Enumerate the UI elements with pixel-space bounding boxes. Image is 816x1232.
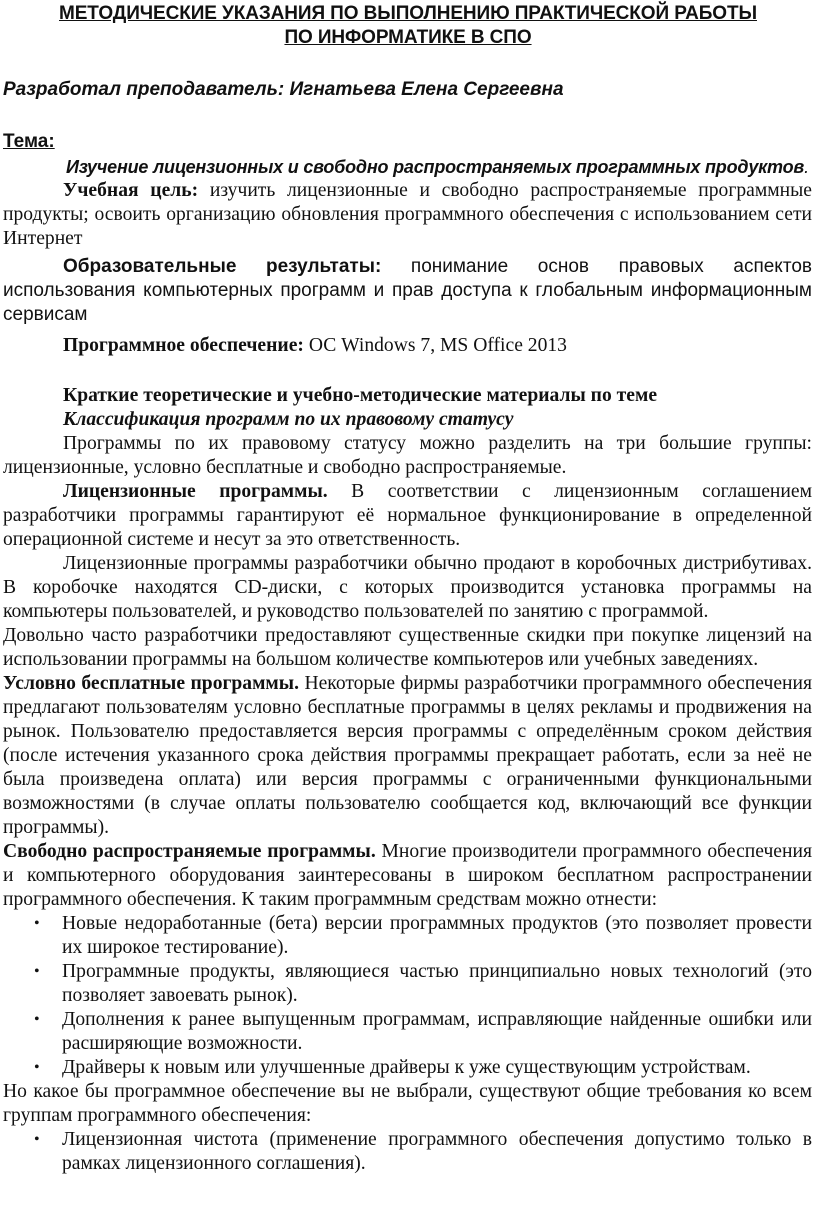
document-title <box>10 2 806 50</box>
bullet-icon: • <box>34 1131 40 1148</box>
list-item: • Драйверы к новым или улучшенные драйверы к уже существующим устройствам. <box>34 1057 751 1078</box>
shareware-label: Условно бесплатные программы. <box>3 673 299 694</box>
bullet-icon: • <box>34 1059 40 1076</box>
goal-paragraph <box>0 179 816 251</box>
software-label: Программное обеспечение: <box>63 335 304 356</box>
paragraph-shareware <box>0 672 816 840</box>
list-item: • Программные продукты, являющиеся частью принципиально новых технологий (это позволяет завоевать рынок). <box>34 961 812 1006</box>
topic-text <box>66 155 816 179</box>
bullet-icon: • <box>34 1011 40 1028</box>
bullet-icon: • <box>34 963 40 980</box>
goal-label: Учебная цель: <box>63 180 199 201</box>
results-paragraph <box>0 255 816 327</box>
free-label: Свободно распространяемые программы. <box>3 841 376 862</box>
author-line: Разработал преподаватель: Игнатьева Елена Сергеевна <box>3 79 564 100</box>
topic-title: Изучение лицензионных и свободно распространяемых программных продуктов <box>66 157 805 177</box>
free-text: Многие производители программного обеспечения и компьютерного оборудования заинтересованы в широком бесплатном распространении программного обеспечения. К таким программным средствам можно отнести: <box>3 841 812 910</box>
licensed-text: В соответствии с лицензионным соглашением разработчики программы гарантируют её нормальное функционирование в определенной операционной системе и несут за это ответственность. <box>3 481 812 550</box>
tema-label: Тема: <box>3 131 55 152</box>
results-text: понимание основ правовых аспектов использования компьютерных программ и прав доступа к глобальным информационным сервисам <box>3 256 812 325</box>
theory-subheading: Классификация программ по их правовому статусу <box>63 409 514 430</box>
goal-text: изучить лицензионные и свободно распространяемые программные продукты; освоить организацию обновления программного обеспечения с использованием сети Интернет <box>3 180 813 249</box>
paragraph-boxed: Лицензионные программы разработчики обычно продают в коробочных дистрибутивах. В коробочке находятся CD-диски, с которых производится установка программы на компьютеры пользователей, и руководство пользователей по занятию с программой. <box>3 553 812 622</box>
requirements-list <box>0 1128 816 1176</box>
spacer <box>0 358 816 382</box>
free-programs-list <box>0 912 816 1080</box>
bullet-icon: • <box>34 915 40 932</box>
document-page <box>0 2 816 1232</box>
theory-heading: Краткие теоретические и учебно-методические материалы по теме <box>63 385 658 406</box>
software-text: ОС Windows 7, MS Office 2013 <box>303 335 567 356</box>
shareware-text: Некоторые фирмы разработчики программного обеспечения предлагают пользователям условно бесплатные программы в целях рекламы и продвижения на рынок. Пользователю предоставляется версия программы с определённым сроком действия (после истечения указанного срока действия программы прекращает работать, если за неё не была произведена оплата) или версия программы с ограниченными функциональными возможностями (в случае оплаты пользователю сообщается код, включающий все функции программы). <box>3 673 813 838</box>
list-item: • Новые недоработанные (бета) версии программных продуктов (это позволяет провести их широкое тестирование). <box>34 913 812 958</box>
licensed-label: Лицензионные программы. <box>63 481 328 502</box>
paragraph-requirements: Но какое бы программное обеспечение вы не выбрали, существуют общие требования ко всем группам программного обеспечения: <box>3 1081 812 1126</box>
software-paragraph <box>0 334 816 358</box>
paragraph-groups: Программы по их правовому статусу можно разделить на три большие группы: лицензионные, условно бесплатные и свободно распространяемые. <box>3 433 812 478</box>
title-line-2: ПО ИНФОРМАТИКЕ В СПО <box>284 27 532 48</box>
paragraph-discounts: Довольно часто разработчики предоставляют существенные скидки при покупке лицензий на использовании программы на большом количестве компьютеров или учебных заведениях. <box>3 625 812 670</box>
topic-dot: . <box>804 157 809 177</box>
results-label: Образовательные результаты: <box>63 256 382 277</box>
title-line-1: МЕТОДИЧЕСКИЕ УКАЗАНИЯ ПО ВЫПОЛНЕНИЮ ПРАКТИЧЕСКОЙ РАБОТЫ <box>59 3 757 24</box>
paragraph-licensed <box>0 480 816 552</box>
paragraph-free <box>0 840 816 912</box>
list-item: • Дополнения к ранее выпущенным программам, исправляющие найденные ошибки или расширяющие возможности. <box>34 1009 812 1054</box>
list-item: • Лицензионная чистота (применение программного обеспечения допустимо только в рамках лицензионного соглашения). <box>34 1129 812 1174</box>
